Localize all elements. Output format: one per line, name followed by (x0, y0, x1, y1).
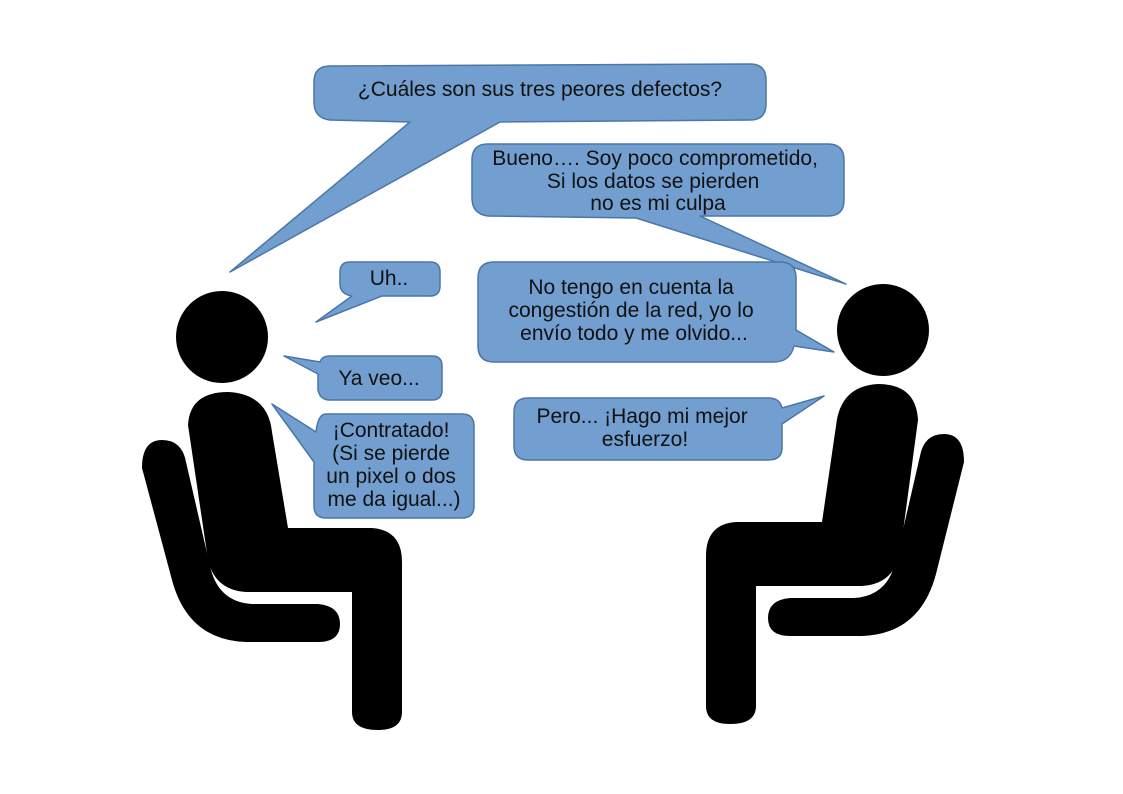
reply-uh-bubble (316, 262, 440, 322)
svg-text:Uh.. (370, 267, 409, 290)
svg-text:No tengo en cuenta la co (508, 276, 759, 345)
reply-yaveo-bubble (284, 356, 442, 400)
answer1-line: no es mi culpa (590, 192, 726, 215)
interviewer-head (176, 291, 268, 383)
answer3-line: esfuerzo! (601, 428, 689, 451)
svg-text:Ya veo... (338, 367, 419, 390)
answer2-line: envío todo y me olvido... (520, 322, 748, 345)
verdict-line: me da igual...) (327, 488, 461, 511)
answer1-line: Bueno…. Soy poco comprometido, (492, 147, 818, 170)
svg-text:¡Contratado! (Si se pier (326, 419, 461, 511)
verdict-line: ¡Contratado! (332, 419, 450, 442)
candidate-head (837, 284, 929, 376)
answer1-line: Si los datos se pierden (546, 170, 760, 193)
answer2-bubble (478, 262, 834, 362)
reply-uh-line: Uh.. (369, 267, 409, 290)
answer2-line: No tengo en cuenta la (528, 276, 734, 299)
svg-text:¿Cuáles son sus tres peores de (358, 78, 722, 101)
answer3-bubble (514, 396, 824, 460)
reply-yaveo-line: Ya veo... (338, 367, 420, 390)
answer2-line: congestión de la red, yo lo (508, 299, 754, 322)
verdict-line: un pixel o dos (326, 465, 456, 488)
answer3-line: Pero... ¡Hago mi mejor (536, 405, 748, 428)
question-line: ¿Cuáles son sus tres peores defectos? (357, 78, 723, 101)
verdict-line: (Si se pierde (332, 442, 451, 465)
verdict-bubble (272, 404, 474, 518)
